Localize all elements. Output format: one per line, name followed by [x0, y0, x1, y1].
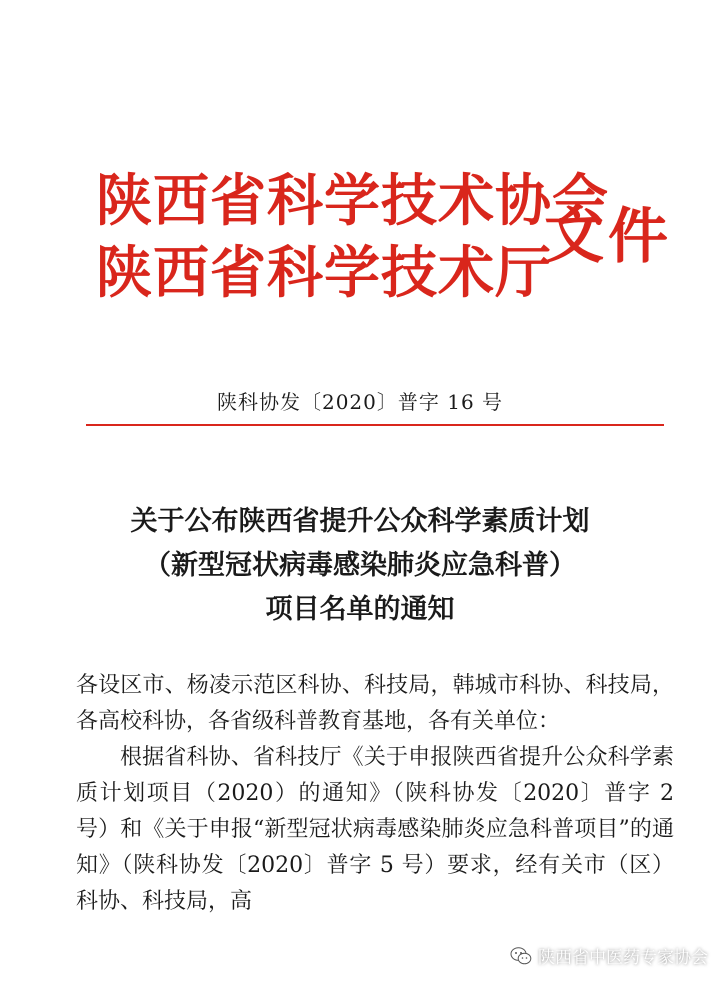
wechat-icon	[510, 946, 532, 966]
red-divider	[86, 424, 664, 426]
notice-body	[76, 668, 674, 920]
org-name-1: 陕西省科学技术协会	[96, 168, 609, 234]
body-paragraph: 根据省科协、省科技厅《关于申报陕西省提升公众科学素质计划项目（2020）的通知》（陕科协发〔2020〕普字 2 号）和《关于申报“新型冠状病毒感染肺炎应急科普项目”的通知》（陕科协发〔2020〕普字 5 号）要求，经有关市（区）科协、科技局，高	[76, 745, 674, 914]
addressees: 各设区市、杨凌示范区科协、科技局，韩城市科协、科技局，各高校科协，各省级科普教育基地，各有关单位：	[76, 673, 674, 734]
title-line-2: （新型冠状病毒感染肺炎应急科普）	[144, 550, 576, 581]
title-line-3: 项目名单的通知	[265, 594, 455, 625]
watermark	[510, 943, 708, 968]
notice-title	[0, 500, 720, 632]
title-line-1: 关于公布陕西省提升公众科学素质计划	[130, 506, 590, 537]
org-name-2: 陕西省科学技术厅	[96, 240, 552, 306]
doc-type: 文件	[544, 202, 672, 272]
watermark-text: 陕西省中医药专家协会	[538, 948, 708, 968]
letterhead	[96, 168, 696, 328]
document-number: 陕科协发〔2020〕普字 16 号	[216, 390, 504, 414]
